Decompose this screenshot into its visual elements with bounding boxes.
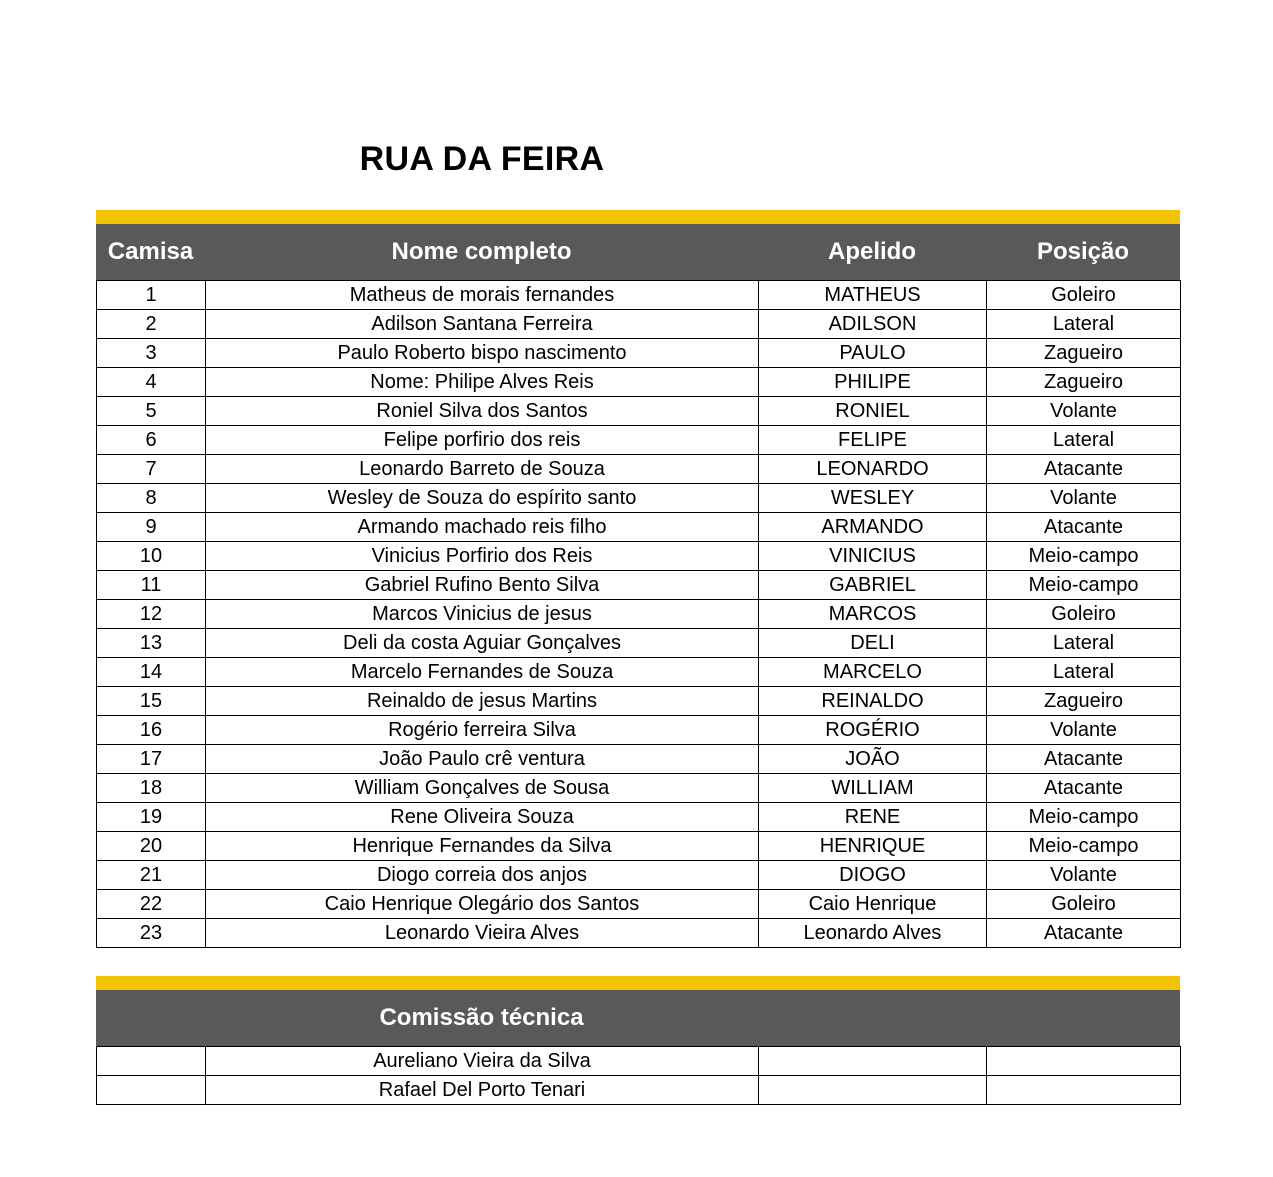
full-name-cell: Adilson Santana Ferreira [206,310,759,339]
full-name-cell: Aureliano Vieira da Silva [206,1047,759,1076]
table-row [97,310,1181,339]
table-row [97,716,1181,745]
shirt-number-cell: 15 [97,687,206,716]
nickname-cell: Caio Henrique [759,890,987,919]
full-name-cell: Matheus de morais fernandes [206,281,759,310]
table-row [97,513,1181,542]
shirt-number-cell: 19 [97,803,206,832]
nickname-cell [759,1047,987,1076]
nickname-cell [759,1076,987,1105]
shirt-number-cell [97,1076,206,1105]
full-name-cell: Rafael Del Porto Tenari [206,1076,759,1105]
nickname-cell: MATHEUS [759,281,987,310]
full-name-cell: Marcos Vinicius de jesus [206,600,759,629]
position-cell: Goleiro [987,890,1181,919]
position-cell: Zagueiro [987,368,1181,397]
shirt-number-cell: 1 [97,281,206,310]
table-row [97,629,1181,658]
shirt-number-cell: 9 [97,513,206,542]
position-cell: Atacante [987,774,1181,803]
nickname-cell: PAULO [759,339,987,368]
table-row [97,861,1181,890]
full-name-cell: Henrique Fernandes da Silva [206,832,759,861]
nickname-cell: WESLEY [759,484,987,513]
position-cell [987,1047,1181,1076]
position-cell: Lateral [987,629,1181,658]
shirt-number-cell: 23 [97,919,206,948]
nickname-cell: PHILIPE [759,368,987,397]
shirt-number-cell: 2 [97,310,206,339]
shirt-number-cell: 10 [97,542,206,571]
position-cell: Atacante [987,919,1181,948]
header-full-name: Nome completo [391,238,572,265]
shirt-number-cell: 13 [97,629,206,658]
shirt-number-cell: 17 [97,745,206,774]
staff-title: Comissão técnica [379,1004,584,1031]
full-name-cell: Vinicius Porfirio dos Reis [206,542,759,571]
nickname-cell: MARCOS [759,600,987,629]
table-row [97,368,1181,397]
table-row [97,832,1181,861]
shirt-number-cell: 14 [97,658,206,687]
header-position: Posição [1036,238,1130,265]
position-cell: Volante [987,716,1181,745]
position-cell [987,1076,1181,1105]
full-name-cell: Reinaldo de jesus Martins [206,687,759,716]
nickname-cell: GABRIEL [759,571,987,600]
full-name-cell: Rogério ferreira Silva [206,716,759,745]
table-row [97,745,1181,774]
table-row [97,600,1181,629]
position-cell: Atacante [987,455,1181,484]
table-row [97,658,1181,687]
shirt-number-cell: 8 [97,484,206,513]
shirt-number-cell: 18 [97,774,206,803]
team-title: RUA DA FEIRA [359,140,605,178]
full-name-cell: Roniel Silva dos Santos [206,397,759,426]
table-row [97,571,1181,600]
position-cell: Goleiro [987,600,1181,629]
nickname-cell: RENE [759,803,987,832]
position-cell: Lateral [987,426,1181,455]
full-name-cell: João Paulo crê ventura [206,745,759,774]
position-cell: Volante [987,397,1181,426]
header-shirt: Camisa [107,238,194,265]
shirt-number-cell: 21 [97,861,206,890]
roster-header [96,224,1180,280]
shirt-number-cell: 3 [97,339,206,368]
staff-table [96,1046,1181,1105]
table-row [97,1047,1181,1076]
position-cell: Meio-campo [987,571,1181,600]
full-name-cell: Wesley de Souza do espírito santo [206,484,759,513]
shirt-number-cell: 5 [97,397,206,426]
roster-accent-bar [96,210,1180,224]
staff-header [96,990,1180,1046]
position-cell: Lateral [987,310,1181,339]
shirt-number-cell: 20 [97,832,206,861]
shirt-number-cell: 7 [97,455,206,484]
shirt-number-cell: 11 [97,571,206,600]
position-cell: Lateral [987,658,1181,687]
table-row [97,484,1181,513]
shirt-number-cell: 22 [97,890,206,919]
nickname-cell: DIOGO [759,861,987,890]
position-cell: Goleiro [987,281,1181,310]
table-row [97,339,1181,368]
full-name-cell: Felipe porfirio dos reis [206,426,759,455]
table-row [97,890,1181,919]
full-name-cell: Paulo Roberto bispo nascimento [206,339,759,368]
table-row [97,542,1181,571]
full-name-cell: Caio Henrique Olegário dos Santos [206,890,759,919]
full-name-cell: Leonardo Vieira Alves [206,919,759,948]
nickname-cell: JOÃO [759,745,987,774]
full-name-cell: Armando machado reis filho [206,513,759,542]
position-cell: Meio-campo [987,803,1181,832]
full-name-cell: Deli da costa Aguiar Gonçalves [206,629,759,658]
nickname-cell: VINICIUS [759,542,987,571]
shirt-number-cell: 4 [97,368,206,397]
nickname-cell: ADILSON [759,310,987,339]
nickname-cell: ROGÉRIO [759,716,987,745]
nickname-cell: Leonardo Alves [759,919,987,948]
full-name-cell: William Gonçalves de Sousa [206,774,759,803]
full-name-cell: Gabriel Rufino Bento Silva [206,571,759,600]
shirt-number-cell: 6 [97,426,206,455]
nickname-cell: REINALDO [759,687,987,716]
full-name-cell: Rene Oliveira Souza [206,803,759,832]
nickname-cell: LEONARDO [759,455,987,484]
full-name-cell: Diogo correia dos anjos [206,861,759,890]
table-row [97,397,1181,426]
full-name-cell: Nome: Philipe Alves Reis [206,368,759,397]
position-cell: Atacante [987,513,1181,542]
table-row [97,774,1181,803]
header-nickname: Apelido [828,238,916,265]
table-row [97,803,1181,832]
nickname-cell: DELI [759,629,987,658]
table-row [97,919,1181,948]
nickname-cell: ARMANDO [759,513,987,542]
shirt-number-cell: 16 [97,716,206,745]
staff-accent-bar [96,976,1180,990]
nickname-cell: RONIEL [759,397,987,426]
table-row [97,687,1181,716]
position-cell: Volante [987,861,1181,890]
position-cell: Volante [987,484,1181,513]
roster-table [96,280,1181,948]
position-cell: Atacante [987,745,1181,774]
nickname-cell: WILLIAM [759,774,987,803]
shirt-number-cell [97,1047,206,1076]
position-cell: Meio-campo [987,542,1181,571]
full-name-cell: Leonardo Barreto de Souza [206,455,759,484]
table-row [97,455,1181,484]
position-cell: Zagueiro [987,687,1181,716]
table-row [97,281,1181,310]
table-row [97,426,1181,455]
nickname-cell: MARCELO [759,658,987,687]
full-name-cell: Marcelo Fernandes de Souza [206,658,759,687]
table-row [97,1076,1181,1105]
nickname-cell: FELIPE [759,426,987,455]
position-cell: Zagueiro [987,339,1181,368]
shirt-number-cell: 12 [97,600,206,629]
position-cell: Meio-campo [987,832,1181,861]
nickname-cell: HENRIQUE [759,832,987,861]
